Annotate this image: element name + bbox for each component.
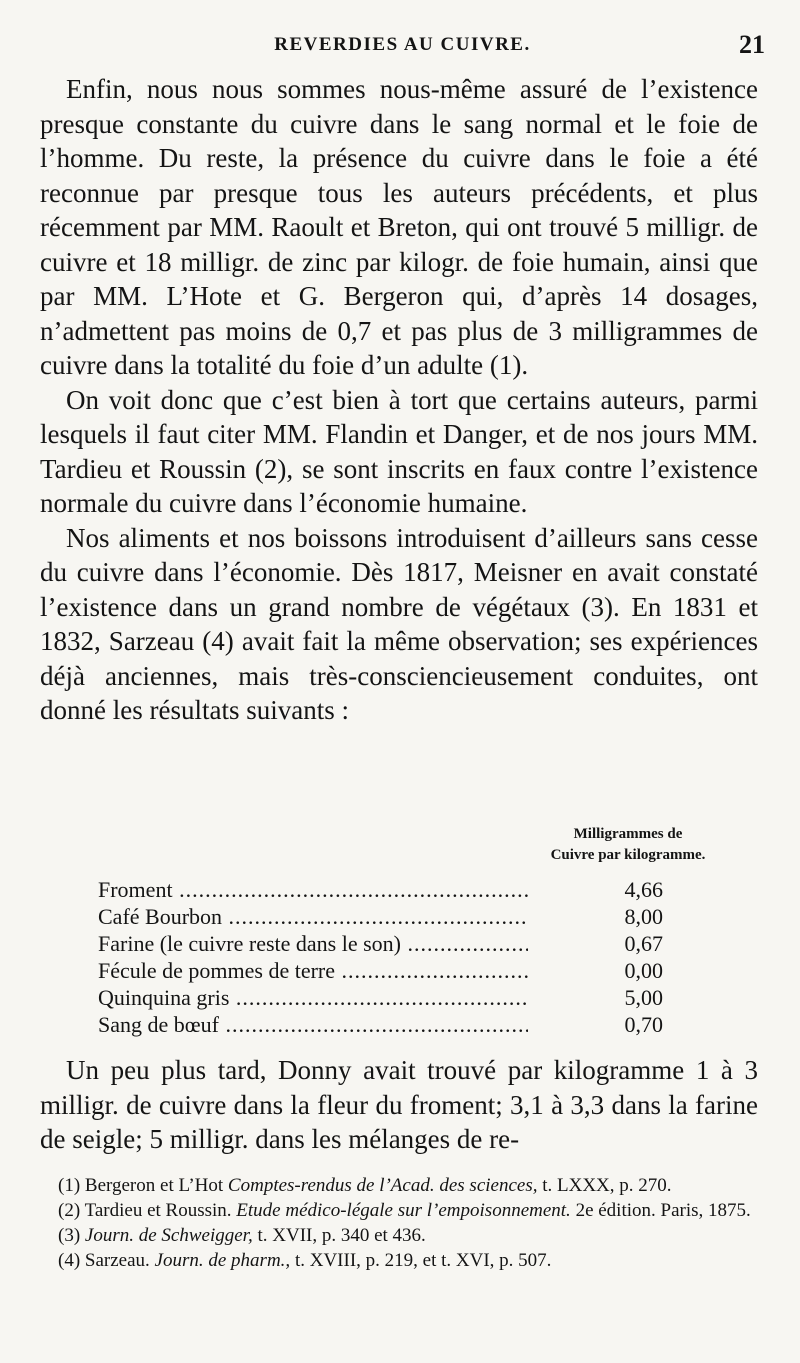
footnote-mark: (1) xyxy=(58,1175,81,1196)
paragraph: Enfin, nous nous sommes nous-même assuré de l’existence presque constante du cuivre dans le sang normal et le foie de l’homme. Du reste, la présence du cuivre dans le foie a été reconnue par presque tous les auteurs précédents, et plus récemment par MM. Raoult et Breton, qui ont trouvé 5 milligr. de cuivre et 18 milligr. de zinc par kilogr. de foie humain, ainsi que par MM. L’Hote et G. Bergeron qui, d’après 14 dosages, n’admettent pas moins de 0,7 et pas plus de 3 milligrammes de cuivre dans la totalité du foie d’un adulte (1). xyxy=(40,74,758,380)
paragraph: On voit donc que c’est bien à tort que certains auteurs, parmi lesquels il faut citer MM. Flandin et Danger, et de nos jours MM. Tardieu et Roussin (2), se sont inscrits en faux contre l’existence normale du cuivre dans l’économie humaine. xyxy=(40,384,758,518)
row-label: Sang de bœuf ..... xyxy=(98,1011,528,1038)
footnote-reference: t. LXXX, p. 270. xyxy=(542,1175,672,1196)
footnote xyxy=(40,1223,758,1248)
table-header-line: Cuivre par kilogramme. xyxy=(550,847,706,863)
table-row xyxy=(98,984,663,1011)
table-row xyxy=(98,876,663,903)
table-header xyxy=(523,824,733,866)
footnote-mark: (3) xyxy=(58,1225,81,1246)
paragraph: Un peu plus tard, Donny avait trouvé par kilogramme 1 à 3 milligr. de cuivre dans la fleur du froment; 3,1 à 3,3 dans la farine de seigle; 5 milligr. dans les mélanges de re- xyxy=(40,1055,758,1154)
page-number: 21 xyxy=(739,30,765,59)
row-value: 0,67 xyxy=(624,931,663,956)
footnote-reference: t. XVIII, p. 219, et t. XVI, p. 507. xyxy=(294,1250,552,1271)
footnote-author: Tardieu et Roussin. xyxy=(84,1200,232,1221)
row-value: 8,00 xyxy=(624,904,663,929)
body-text xyxy=(40,72,758,728)
footnote-mark: (4) xyxy=(58,1250,81,1271)
running-title: REVERDIES AU CUIVRE. xyxy=(274,34,531,55)
row-value: 5,00 xyxy=(624,985,663,1010)
paragraph: Nos aliments et nos boissons introduisent d’ailleurs sans cesse du cuivre dans l’économie. Dès 1817, Meisner en avait constaté l’existence dans un grand nombre de végétaux (3). En 1831 et 1832, Sarzeau (4) avait fait la même observation; ses expériences déjà anciennes, mais très-consciencieusement conduites, ont donné les résultats suivants : xyxy=(40,522,758,725)
table-row xyxy=(98,957,663,984)
table-row xyxy=(98,930,663,957)
row-label: Fécule de pommes de terre ..... xyxy=(98,957,528,984)
footnote xyxy=(40,1248,758,1273)
footnote-mark: (2) xyxy=(58,1200,81,1221)
running-head xyxy=(40,30,765,64)
body-text-continued xyxy=(40,1053,758,1157)
table-row xyxy=(98,1011,663,1038)
row-label: Quinquina gris ..... xyxy=(98,984,528,1011)
footnote-source: Etude médico-légale sur l’empoisonnement. xyxy=(236,1200,571,1221)
footnote-author: Sarzeau. xyxy=(84,1250,150,1271)
row-value: 0,70 xyxy=(624,1012,663,1037)
table-header-line: Milligrammes de xyxy=(573,826,683,842)
footnote-reference: 2e édition. Paris, 1875. xyxy=(575,1200,751,1221)
footnotes xyxy=(40,1173,758,1273)
footnote-author: Bergeron et L’Hot xyxy=(84,1175,224,1196)
row-label: Froment ..... xyxy=(98,876,528,903)
table-row xyxy=(98,903,663,930)
row-value: 0,00 xyxy=(624,958,663,983)
footnote-source: Journ. de Schweigger, xyxy=(84,1225,253,1246)
table-rows xyxy=(98,876,663,1038)
row-label: Farine (le cuivre reste dans le son) ..... xyxy=(98,930,528,957)
footnote xyxy=(40,1198,758,1223)
footnote-source: Journ. de pharm., xyxy=(154,1250,291,1271)
footnote xyxy=(40,1173,758,1198)
row-value: 4,66 xyxy=(624,877,663,902)
footnote-reference: t. XVII, p. 340 et 436. xyxy=(257,1225,426,1246)
row-label: Café Bourbon ..... xyxy=(98,903,528,930)
footnote-source: Comptes-rendus de l’Acad. des sciences, xyxy=(227,1175,538,1196)
